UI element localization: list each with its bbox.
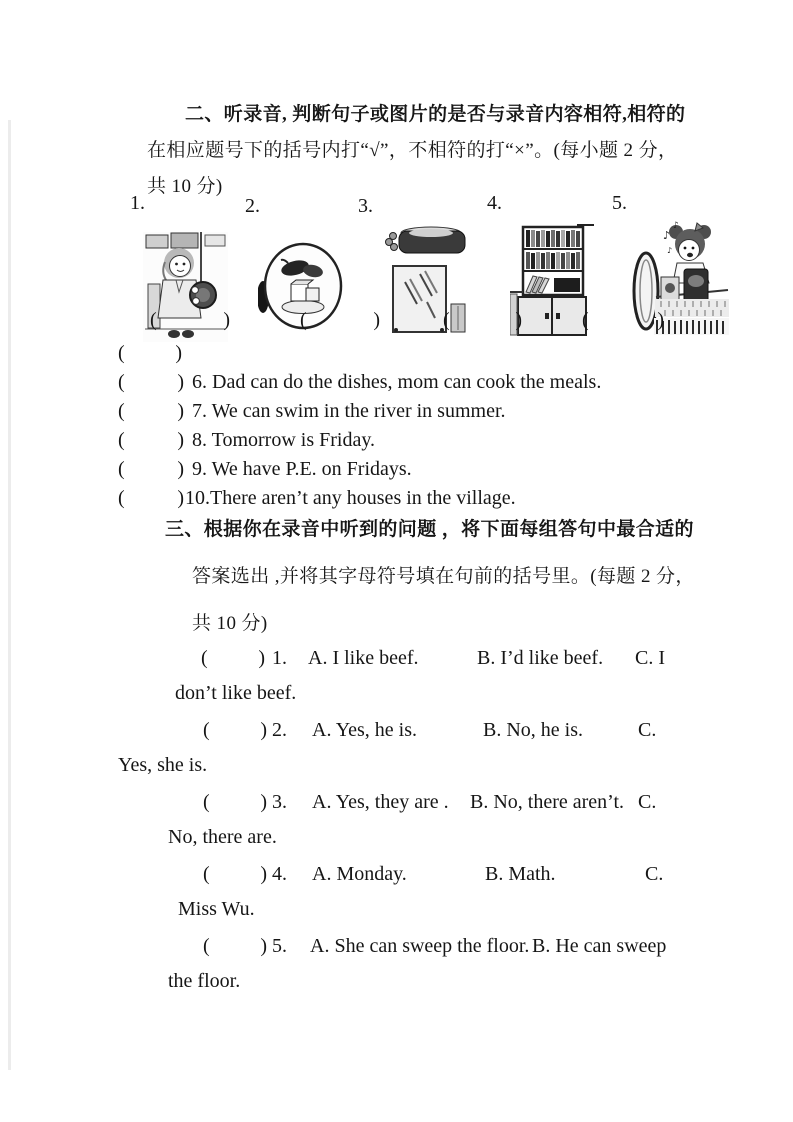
- picture-bookshelf: [510, 186, 598, 378]
- scan-edge-shadow: [8, 120, 11, 1070]
- sentence-item-9: 9. We have P.E. on Fridays.: [187, 458, 412, 480]
- answer-bracket-8: ( ): [118, 429, 184, 451]
- mc-q4-option-b: B. Math.: [485, 863, 556, 885]
- mc-q4-option-c: C.: [645, 863, 664, 885]
- sentence-item-8: 8. Tomorrow is Friday.: [187, 429, 376, 451]
- picture-4-number: 4.: [487, 192, 502, 214]
- svg-text:♪: ♪: [673, 221, 679, 231]
- svg-text:♪: ♪: [663, 229, 671, 242]
- sentence-item-7: 7. We can swim in the river in summer.: [187, 400, 506, 422]
- mc-bracket-4: ( ): [203, 863, 267, 885]
- section2-heading-line2: 在相应题号下的括号内打“√”，不相符的打“×”。(每小题 2 分，: [147, 140, 678, 161]
- answer-bracket-5: ( ): [118, 342, 182, 364]
- mc-q5-option-b-continued: the floor.: [168, 970, 241, 992]
- mc-q1-number: 1.: [272, 647, 287, 669]
- answer-bracket-2: ( ): [300, 309, 380, 331]
- mc-q4-number: 4.: [272, 863, 287, 885]
- mc-bracket-5: ( ): [203, 935, 267, 957]
- mc-q4-option-a: A. Monday.: [312, 863, 407, 885]
- section3-heading-line2: 答案选出 ,并将其字母符号填在句前的括号里。(每题 2 分，: [192, 566, 695, 587]
- picture-2-number: 2.: [245, 195, 260, 217]
- answer-bracket-10: ( ): [118, 487, 184, 509]
- answer-bracket-3: ( ): [443, 309, 522, 331]
- answer-bracket-9: ( ): [118, 458, 184, 480]
- mc-q1-option-a: A. I like beef.: [308, 647, 419, 669]
- sentence-item-10: 10.There aren’t any houses in the village.: [185, 487, 516, 509]
- answer-bracket-4: ( ): [582, 309, 664, 331]
- mc-bracket-3: ( ): [203, 791, 267, 813]
- mc-q1-option-c-continued: don’t like beef.: [175, 682, 297, 704]
- mc-bracket-2: ( ): [203, 719, 267, 741]
- mc-q2-number: 2.: [272, 719, 287, 741]
- picture-5-number: 5.: [612, 192, 627, 214]
- mc-q5-option-b: B. He can sweep: [532, 935, 667, 957]
- picture-food-plate: [258, 205, 343, 367]
- mc-q3-option-c-continued: No, there are.: [168, 826, 277, 848]
- answer-bracket-7: ( ): [118, 400, 184, 422]
- mc-q2-option-c: C.: [638, 719, 657, 741]
- mc-q2-option-b: B. No, he is.: [483, 719, 583, 741]
- mc-q5-number: 5.: [272, 935, 287, 957]
- mc-q3-option-a: A. Yes, they are .: [312, 791, 449, 813]
- section2-heading-line1: 二、听录音, 判断句子或图片的是否与录音内容相符,相符的: [185, 104, 686, 125]
- mc-q3-number: 3.: [272, 791, 287, 813]
- mc-q3-option-c: C.: [638, 791, 657, 813]
- answer-bracket-1: ( ): [150, 309, 230, 331]
- answer-bracket-6: ( ): [118, 371, 184, 393]
- svg-text:♪: ♪: [667, 246, 673, 255]
- picture-1-number: 1.: [130, 192, 145, 214]
- mc-q2-option-a: A. Yes, he is.: [312, 719, 418, 741]
- picture-air-conditioner-and-mirror: [383, 188, 471, 375]
- section3-heading-line3: 共 10 分): [192, 613, 268, 634]
- section2-heading-line3: 共 10 分): [147, 176, 223, 197]
- mc-q3-option-b: B. No, there aren’t.: [470, 791, 625, 813]
- mc-q5-option-a: A. She can sweep the floor.: [310, 935, 530, 957]
- picture-3-number: 3.: [358, 195, 373, 217]
- section3-heading-line1: 三、根据你在录音中听到的问题 ，将下面每组答句中最合适的: [165, 519, 694, 540]
- mc-q1-option-b: B. I’d like beef.: [477, 647, 604, 669]
- mc-bracket-1: ( ): [201, 647, 265, 669]
- mc-q1-option-c: C. I: [635, 647, 665, 669]
- picture-girl-singing: [627, 183, 729, 375]
- mc-q2-option-c-continued: Yes, she is.: [118, 754, 208, 776]
- sentence-item-6: 6. Dad can do the dishes, mom can cook the meals.: [187, 371, 602, 393]
- mc-q4-option-c-continued: Miss Wu.: [178, 898, 255, 920]
